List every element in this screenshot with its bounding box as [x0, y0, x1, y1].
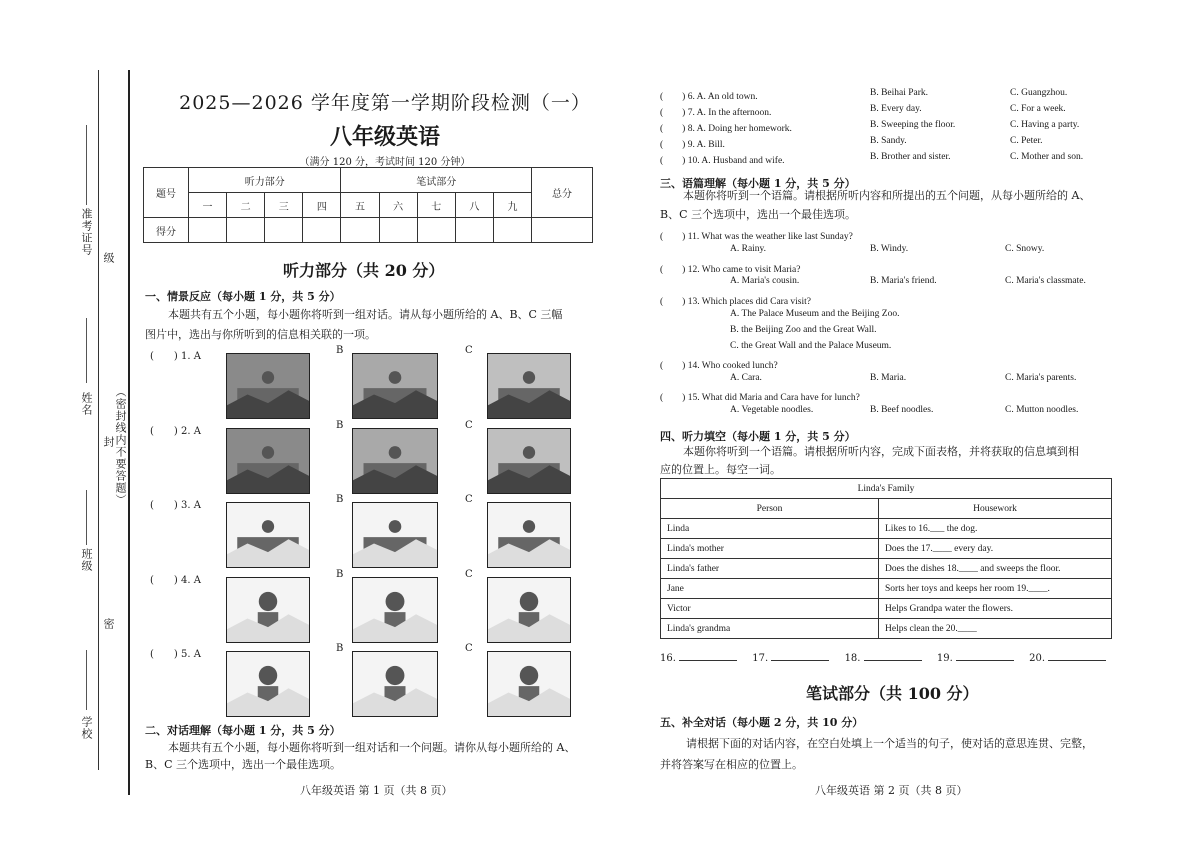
- score-num: 六: [379, 193, 417, 218]
- housework-cell[interactable]: Helps clean the 20.____: [879, 619, 1112, 639]
- score-cell[interactable]: [341, 218, 379, 243]
- score-row-label: 得分: [144, 218, 189, 243]
- tshirt-photo: [226, 502, 310, 568]
- exam-id-line: [86, 125, 87, 205]
- q11-a: A. Rainy.: [730, 244, 767, 254]
- q14-b: B. Maria.: [870, 373, 907, 383]
- q8: ( ) 8. A. Doing her homework.: [660, 124, 792, 134]
- option-b-label: B: [336, 494, 344, 505]
- option-b-label: B: [336, 345, 344, 356]
- option-c-label: C: [465, 345, 473, 356]
- person-cell: Linda's mother: [661, 539, 879, 559]
- blank-19[interactable]: [956, 650, 1014, 661]
- q15-a: A. Vegetable noodles.: [730, 405, 814, 415]
- q13-c: C. the Great Wall and the Palace Museum.: [730, 341, 892, 351]
- q13-b: B. the Beijing Zoo and the Great Wall.: [730, 325, 877, 335]
- section3-intro-2: B、C 三个选项中，选出一个最佳选项。: [660, 208, 856, 221]
- q14-c: C. Maria's parents.: [1005, 373, 1077, 383]
- boy-sweeping-drawing: [352, 577, 438, 643]
- section1-intro: 本题共有五个小题，每小题你将听到一组对话。请从每小题所给的 A、B、C 三幅: [168, 308, 563, 321]
- option-c-label: C: [465, 494, 473, 505]
- blank-16[interactable]: [679, 650, 737, 661]
- section4-intro-2: 应的位置上。每空一词。: [660, 463, 781, 476]
- score-cell[interactable]: [532, 218, 593, 243]
- q14-a: A. Cara.: [730, 373, 762, 383]
- boy-shopping-drawing: [487, 577, 571, 643]
- score-num: 九: [493, 193, 531, 218]
- score-num: 五: [341, 193, 379, 218]
- pic-question-number: ( ) 3. A: [150, 500, 201, 511]
- boy-watering-drawing: [487, 651, 571, 717]
- score-num: 四: [303, 193, 341, 218]
- score-num: 三: [265, 193, 303, 218]
- housework-cell[interactable]: Likes to 16.___ the dog.: [879, 519, 1112, 539]
- score-cell[interactable]: [303, 218, 341, 243]
- section4-heading: 四、听力填空（每小题 1 分，共 5 分）: [660, 430, 856, 443]
- score-cell[interactable]: [493, 218, 531, 243]
- q10: ( ) 10. A. Husband and wife.: [660, 156, 785, 166]
- option-b-label: B: [336, 643, 344, 654]
- housework-cell: Helps Grandpa water the flowers.: [879, 599, 1112, 619]
- exam-note: （满分 120 分，考试时间 120 分钟）: [299, 157, 471, 168]
- poster-photo: [487, 502, 571, 568]
- option-c-label: C: [465, 643, 473, 654]
- beach-drawing: [487, 428, 571, 494]
- q6: ( ) 6. A. An old town.: [660, 92, 758, 102]
- score-cell[interactable]: [265, 218, 303, 243]
- page2-footer: 八年级英语 第 2 页（共 8 页）: [815, 784, 968, 797]
- person-cell: Linda's father: [661, 559, 879, 579]
- q6-c: C. Guangzhou.: [1010, 88, 1068, 98]
- option-c-label: C: [465, 420, 473, 431]
- answer-blanks: [660, 650, 1120, 664]
- family-table-caption: Linda's Family: [661, 479, 1112, 499]
- person-cell: Victor: [661, 599, 879, 619]
- q11-b: B. Windy.: [870, 244, 909, 254]
- q12-a: A. Maria's cousin.: [730, 276, 800, 286]
- option-c-label: C: [465, 569, 473, 580]
- pic-question-number: ( ) 1. A: [150, 351, 201, 362]
- binding-line: [98, 70, 99, 770]
- q12-b: B. Maria's friend.: [870, 276, 937, 286]
- q6-b: B. Beihai Park.: [870, 88, 929, 98]
- score-cell[interactable]: [227, 218, 265, 243]
- pic-question-number: ( ) 4. A: [150, 575, 201, 586]
- blank-18-label: 18.: [844, 653, 861, 664]
- q12: ( ) 12. Who came to visit Maria?: [660, 265, 801, 275]
- page1-footer: 八年级英语 第 1 页（共 8 页）: [300, 784, 453, 797]
- score-cell[interactable]: [189, 218, 227, 243]
- pic-question-number: ( ) 5. A: [150, 649, 201, 660]
- total-header: 总分: [532, 168, 593, 218]
- section5-intro: 请根据下面的对话内容，在空白处填上一个适当的句子，使对话的意思连贯、完整，: [686, 737, 1093, 750]
- option-b-label: B: [336, 569, 344, 580]
- class-label: 级: [102, 252, 115, 264]
- name-label: 姓名: [80, 392, 93, 416]
- score-num: 七: [417, 193, 455, 218]
- cap-photo: [352, 502, 438, 568]
- q12-c: C. Maria's classmate.: [1005, 276, 1086, 286]
- section2-intro-2: B、C 三个选项中，选出一个最佳选项。: [145, 758, 341, 771]
- q13-a: A. The Palace Museum and the Beijing Zoo.: [730, 309, 900, 319]
- person-cell: Linda: [661, 519, 879, 539]
- housework-cell[interactable]: Does the 17.____ every day.: [879, 539, 1112, 559]
- q9-b: B. Sandy.: [870, 136, 907, 146]
- q9: ( ) 9. A. Bill.: [660, 140, 725, 150]
- binding-strip: [0, 0, 130, 847]
- section3-intro: 本题你将听到一个语篇。请根据所听内容和所提出的五个问题，从每小题所给的 A、: [683, 189, 1091, 202]
- school-line: [86, 650, 87, 710]
- score-cell[interactable]: [417, 218, 455, 243]
- school-label: 学校: [80, 716, 93, 740]
- boy-running-drawing: [352, 651, 438, 717]
- col-housework: Housework: [879, 499, 1112, 519]
- housework-cell[interactable]: Does the dishes 18.____ and sweeps the floor.: [879, 559, 1112, 579]
- section2-intro: 本题共有五个小题，每小题你将听到一组对话和一个问题。请你从每小题所给的 A、: [168, 741, 576, 754]
- section2-heading: 二、对话理解（每小题 1 分，共 5 分）: [145, 724, 341, 737]
- section1-heading: 一、情景反应（每小题 1 分，共 5 分）: [145, 290, 341, 303]
- exam-title: 2025—2026 学年度第一学期阶段检测（一）: [179, 92, 591, 114]
- seal-char-2: 密: [102, 618, 115, 630]
- blank-17-label: 17.: [752, 653, 769, 664]
- section4-intro: 本题你将听到一个语篇。请根据所听内容，完成下面表格，并将获取的信息填到相: [683, 445, 1079, 458]
- exam-id-label: 准考证号: [80, 208, 93, 256]
- q13: ( ) 13. Which places did Cara visit?: [660, 297, 811, 307]
- q8-c: C. Having a party.: [1010, 120, 1080, 130]
- section3-heading: 三、语篇理解（每小题 1 分，共 5 分）: [660, 177, 856, 190]
- q10-c: C. Mother and son.: [1010, 152, 1084, 162]
- class-line: [86, 490, 87, 545]
- q15-b: B. Beef noodles.: [870, 405, 934, 415]
- q15: ( ) 15. What did Maria and Cara have for lunch?: [660, 393, 860, 403]
- blank-16-label: 16.: [660, 653, 676, 664]
- seal-line: [128, 70, 130, 795]
- blank-20-label: 20.: [1029, 653, 1046, 664]
- blank-20[interactable]: [1048, 650, 1106, 661]
- family-table: [660, 478, 1112, 639]
- written-header: 笔试部分: [341, 168, 532, 193]
- hikers-photo: [226, 428, 310, 494]
- listening-title: 听力部分（共 20 分）: [283, 261, 445, 280]
- tiananmen-photo: [487, 353, 571, 419]
- person-cell: Jane: [661, 579, 879, 599]
- q10-b: B. Brother and sister.: [870, 152, 951, 162]
- exam-subtitle: 八年级英语: [329, 124, 440, 150]
- city-painting: [352, 428, 438, 494]
- col-person: Person: [661, 499, 879, 519]
- boy-cleaning-drawing: [226, 577, 310, 643]
- section5-intro-2: 并将答案写在相应的位置上。: [660, 758, 803, 771]
- boy-gift-drawing: [226, 651, 310, 717]
- q7-b: B. Every day.: [870, 104, 922, 114]
- name-line: [86, 318, 87, 383]
- pic-question-number: ( ) 2. A: [150, 426, 201, 437]
- q11: ( ) 11. What was the weather like last Sunday?: [660, 232, 853, 242]
- person-cell: Linda's grandma: [661, 619, 879, 639]
- section5-heading: 五、补全对话（每小题 2 分，共 10 分）: [660, 716, 864, 729]
- option-b-label: B: [336, 420, 344, 431]
- q7-c: C. For a week.: [1010, 104, 1066, 114]
- score-num: 八: [455, 193, 493, 218]
- section1-intro-2: 图片中，选出与你所听到的信息相关联的一项。: [145, 328, 376, 341]
- q14: ( ) 14. Who cooked lunch?: [660, 361, 778, 371]
- q9-c: C. Peter.: [1010, 136, 1043, 146]
- score-cell[interactable]: [455, 218, 493, 243]
- great-wall-photo: [352, 353, 438, 419]
- written-title: 笔试部分（共 100 分）: [806, 684, 979, 703]
- seal-char-1: 封: [102, 436, 115, 448]
- great-wall-mountain-photo: [226, 353, 310, 419]
- q7: ( ) 7. A. In the afternoon.: [660, 108, 772, 118]
- score-cell[interactable]: [379, 218, 417, 243]
- listening-header: 听力部分: [189, 168, 341, 193]
- blank-17[interactable]: [771, 650, 829, 661]
- blank-18[interactable]: [864, 650, 922, 661]
- housework-cell[interactable]: Sorts her toys and keeps her room 19.____.: [879, 579, 1112, 599]
- q15-c: C. Mutton noodles.: [1005, 405, 1079, 415]
- q8-b: B. Sweeping the floor.: [870, 120, 956, 130]
- q11-c: C. Snowy.: [1005, 244, 1045, 254]
- seal-note: （密封线内不要答题）: [114, 386, 127, 506]
- score-table: [143, 167, 593, 243]
- score-col-label: 题号: [144, 168, 189, 218]
- score-num: 一: [189, 193, 227, 218]
- score-num: 二: [227, 193, 265, 218]
- blank-19-label: 19.: [936, 653, 953, 664]
- class2-label: 班级: [80, 548, 93, 572]
